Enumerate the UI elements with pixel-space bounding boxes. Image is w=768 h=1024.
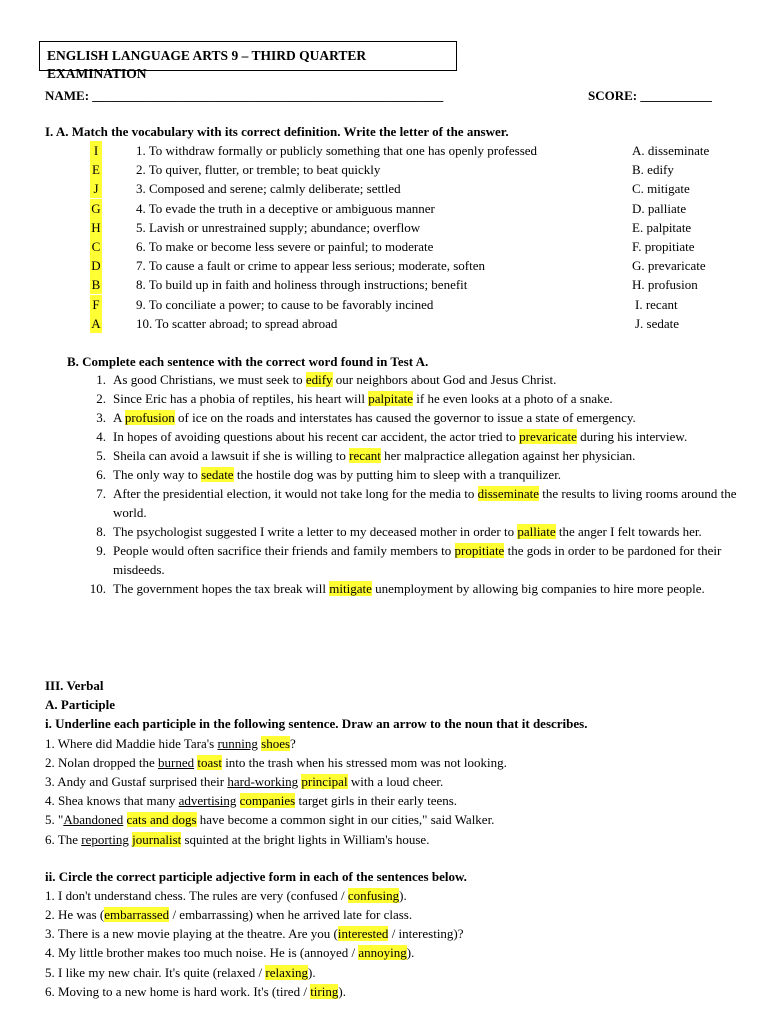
vocab-option: A. disseminate [632,143,710,158]
item-number: 6. [96,467,106,482]
definition: 8. To build up in faith and holiness through instructions; benefit [136,277,468,293]
underlined-participle: Abandoned [63,812,124,828]
vocab-option: G. prevaricate [632,258,706,274]
definition: 10. To scatter abroad; to spread abroad [136,315,338,331]
underlined-participle: advertising [178,793,237,809]
sentence-text: squinted at the bright lights in William's house. [181,831,430,847]
adjective-sentence [45,924,745,943]
sentence-end: unemployment by allowing big companies to hire more people. [371,581,705,596]
answer-word: palpitate [368,391,413,406]
fill-item [0,446,768,465]
correct-choice: annoying [358,945,407,961]
fill-item [0,370,768,389]
fill-item [0,541,768,579]
sentence-text: 5. I like my new chair. It's quite (relaxed / [45,964,266,980]
sentence-text: 3. Andy and Gustaf surprised their [45,773,228,789]
adjective-sentence [45,905,745,924]
participle-sentence [45,830,745,849]
definition: 7. To cause a fault or crime to appear less serious; moderate, soften [136,258,486,274]
sentence-end: if he even looks at a photo of a snake. [413,391,613,406]
instruction-circle: ii. Circle the correct participle adjective form in each of the sentences below. [45,868,467,884]
correct-choice: tiring [310,983,339,999]
sentence-text: 1. Where did Maddie hide Tara's [45,735,218,751]
sentence-text: 1. I don't understand chess. The rules are very (confused / [45,887,348,903]
vocab-option: E. palpitate [632,219,692,235]
name-field-label: NAME: ______________________________________________________ [45,88,444,103]
sentence-start: After the presidential election, it would not take long for the media to [113,486,478,501]
adjective-sentence [45,943,745,962]
answer-word: sedate [201,467,234,482]
sentence-start: Since Eric has a phobia of reptiles, his heart will [113,391,369,406]
answer-letter: E [90,160,102,179]
answer-word: prevaricate [519,429,577,444]
sentence-text: ? [290,735,296,751]
correct-choice: interested [337,926,389,942]
item-number: 7. [96,486,106,501]
sentence-end: the results to living rooms around the world. [113,486,737,520]
described-noun: principal [301,773,348,789]
described-noun: shoes [261,735,291,751]
fill-item [0,389,768,408]
vocab-option: J. sedate [635,315,680,331]
sentence-text: 6. Moving to a new home is hard work. It's (tired / [45,983,311,999]
fill-item [0,522,768,541]
sentence-start: Sheila can avoid a lawsuit if she is willing to [113,448,350,463]
match-row [0,160,768,179]
section-3-heading: III. Verbal [45,678,104,693]
definition: 2. To quiver, flutter, or tremble; to beat quickly [136,162,381,178]
answer-word: palliate [517,524,556,539]
sentence-end: the anger I felt towards her. [555,524,702,539]
answer-letter: F [90,295,102,314]
answer-letter: G [91,200,101,216]
match-row [0,218,768,237]
fill-item [0,408,768,427]
instruction-underline: i. Underline each participle in the following sentence. Draw an arrow to the noun that it describes. [45,716,588,732]
match-row [0,314,768,333]
sentence-end: her malpractice allegation against her physician. [380,448,636,463]
match-row [0,237,768,256]
fill-item [0,484,768,522]
match-row [0,199,768,218]
fill-item [0,579,768,598]
sentence-text: 2. He was ( [45,907,105,923]
correct-choice: relaxing [265,964,308,980]
exam-title: ENGLISH LANGUAGE ARTS 9 – THIRD QUARTER EXAMINATION [39,41,457,71]
underlined-participle: running [217,735,258,751]
item-number: 3. [96,410,106,425]
match-row [0,179,768,198]
sentence-text: ). [406,945,415,961]
match-row [0,256,768,275]
vocab-option: C. mitigate [632,181,690,197]
sentence-end: of ice on the roads and interstates has caused the governor to issue a state of emergency. [174,410,636,425]
item-number: 2. [96,391,106,406]
described-noun: companies [239,793,296,809]
match-row [0,295,768,314]
described-noun: toast [197,754,222,770]
sentence-start: People would often sacrifice their friends and family members to [113,543,455,558]
sentence-text: 4. My little brother makes too much noise. He is (annoyed / [45,945,359,961]
fill-item [0,427,768,446]
spacer [45,849,745,867]
sentence-text: 4. Shea knows that many [45,793,179,809]
adjective-sentence [45,963,745,982]
vocab-option: I. recant [635,296,678,312]
sentence-start: The only way to [113,467,202,482]
correct-choice: confusing [347,887,400,903]
sentence-text: ). [399,887,407,903]
item-number: 1. [96,372,106,387]
sentence-start: In hopes of avoiding questions about his recent car accident, the actor tried to [113,429,520,444]
match-row [0,141,768,160]
answer-letter: J [90,179,102,198]
section-b-heading: B. Complete each sentence with the correct word found in Test A. [67,354,429,369]
sentence-end: the gods in order to be pardoned for their misdeeds. [113,543,722,577]
section-1a-heading: I. A. Match the vocabulary with its correct definition. Write the letter of the answer. [45,124,509,139]
answer-word: recant [349,448,381,463]
answer-word: edify [305,372,333,387]
sentence-start: A [113,410,125,425]
section-3 [45,676,745,1001]
sentence-text: target girls in their early teens. [295,793,458,809]
answer-word: profusion [124,410,175,425]
sentence-end: the hostile dog was by putting him to sleep with a tranquilizer. [233,467,562,482]
definition: 1. To withdraw formally or publicly something that one has openly professed [136,143,538,158]
participle-sentence [45,791,745,810]
answer-word: disseminate [477,486,540,501]
sentence-text: / interesting)? [388,926,464,942]
underlined-participle: hard-working [227,773,299,789]
item-number: 8. [96,524,106,539]
sentence-text: into the trash when his stressed mom was not looking. [221,754,507,770]
score-field-label: SCORE: ___________ [588,88,712,103]
participle-subheading: A. Participle [45,697,116,713]
sentence-start: As good Christians, we must seek to [113,372,306,387]
fill-in-list [0,370,768,598]
item-number: 4. [96,429,106,444]
fill-item [0,465,768,484]
sentence-text: 6. The [45,831,82,847]
definition: 6. To make or become less severe or painful; to moderate [136,238,434,254]
definition: 3. Composed and serene; calmly deliberate; settled [136,181,401,197]
definition: 9. To conciliate a power; to cause to be favorably incined [136,296,434,312]
sentence-text: ). [338,983,346,999]
answer-word: propitiate [454,543,505,558]
answer-letter: C [91,238,101,254]
item-number: 5. [96,448,106,463]
definition: 4. To evade the truth in a deceptive or ambiguous manner [136,200,435,216]
answer-letter: H [91,219,101,235]
sentence-text: 2. Nolan dropped the [45,754,159,770]
matching-list [0,141,768,333]
participle-sentence [45,810,745,829]
sentence-start: The psychologist suggested I write a letter to my deceased mother in order to [113,524,518,539]
sentence-end: our neighbors about God and Jesus Christ. [332,372,557,387]
item-number: 9. [96,543,106,558]
vocab-option: F. propitiate [632,238,695,254]
space [123,812,126,827]
participle-sentence [45,772,745,791]
vocab-option: B. edify [632,162,674,178]
sentence-text: ). [307,964,316,980]
vocab-option: D. palliate [632,200,687,216]
adjective-sentence [45,886,745,905]
sentence-text: with a loud cheer. [347,773,444,789]
sentence-text: 5. " [45,812,64,828]
sentence-text: 3. There is a new movie playing at the theatre. Are you ( [45,926,338,942]
underlined-participle: burned [158,754,195,770]
participle-sentence [45,753,745,772]
adjective-sentence [45,982,745,1001]
correct-choice: embarrassed [104,907,170,923]
answer-letter: A [91,315,101,331]
answer-word: mitigate [329,581,372,596]
participle-sentence [45,734,745,753]
answer-letter: I [90,141,102,160]
sentence-text: / embarrassing) when he arrived late for class. [169,907,413,923]
definition: 5. Lavish or unrestrained supply; abundance; overflow [136,219,421,235]
sentence-end: during his interview. [576,429,688,444]
described-noun: journalist [132,831,182,847]
sentence-start: The government hopes the tax break will [113,581,330,596]
vocab-option: H. profusion [632,277,698,293]
item-number: 10. [89,581,106,596]
underlined-participle: reporting [81,831,129,847]
answer-letter: D [91,258,101,274]
sentence-text: have become a common sight in our cities," said Walker. [196,812,495,828]
described-noun: cats and dogs [126,812,197,828]
match-row [0,275,768,294]
answer-letter: B [91,277,101,293]
